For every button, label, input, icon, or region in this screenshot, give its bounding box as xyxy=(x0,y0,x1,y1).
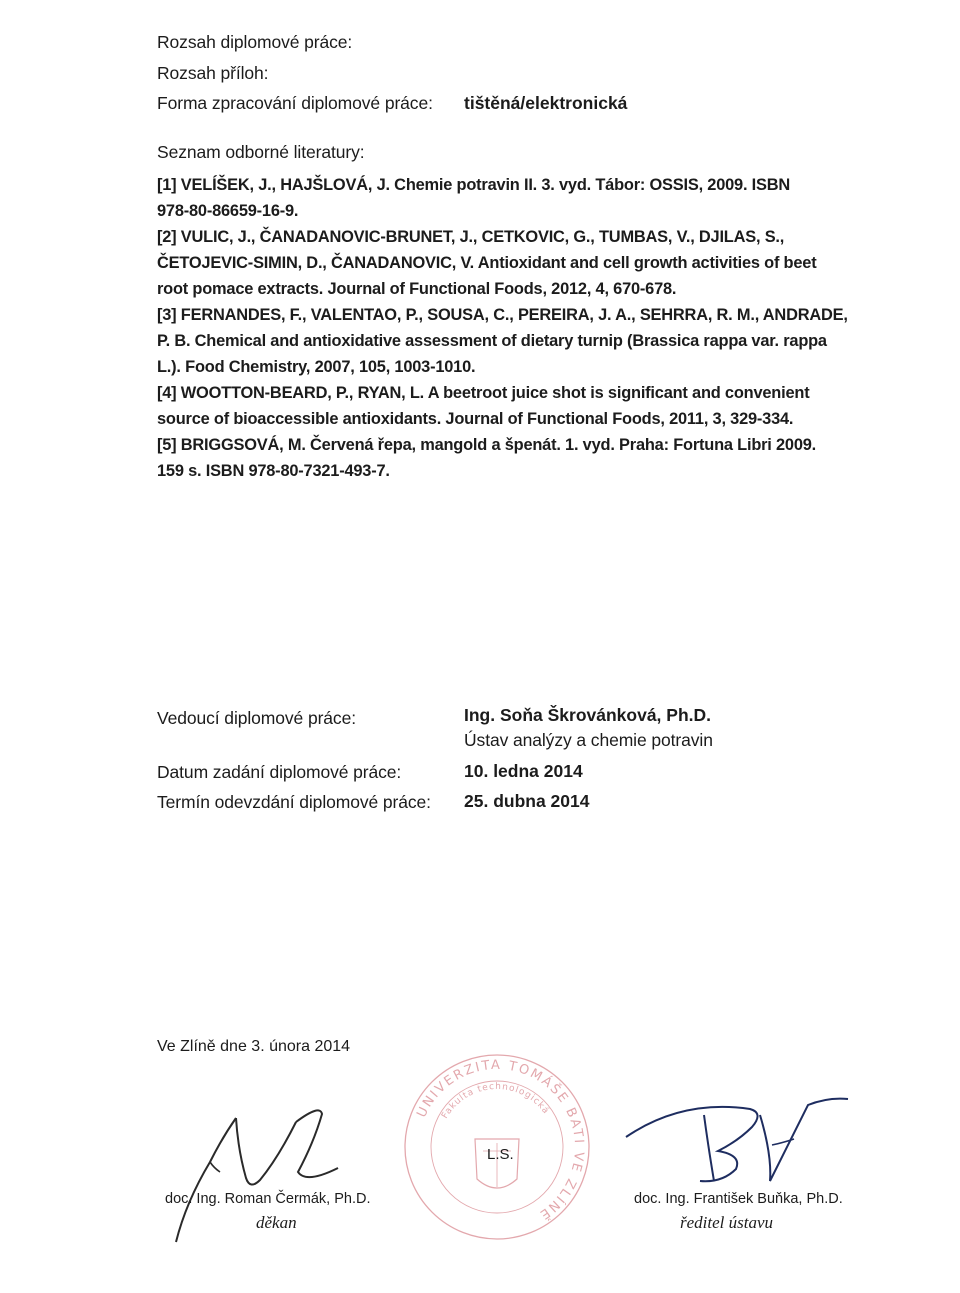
director-name: doc. Ing. František Buňka, Ph.D. xyxy=(634,1191,843,1207)
supervisor-name: Ing. Soňa Škrovánková, Ph.D. xyxy=(464,705,712,725)
deadline-label: Termín odevzdání diplomové práce: xyxy=(157,792,431,812)
seal-ls: L.S. xyxy=(487,1146,514,1163)
literature-line: root pomace extracts. Journal of Functional Foods, 2012, 4, 670-678. xyxy=(157,280,677,298)
literature-line: [2] VULIC, J., ČANADANOVIC-BRUNET, J., CETKOVIC, G., TUMBAS, V., DJILAS, S., xyxy=(157,228,785,246)
dean-title: děkan xyxy=(256,1213,297,1232)
literature-line: 978-80-86659-16-9. xyxy=(157,202,299,220)
assign-date-value: 10. ledna 2014 xyxy=(464,761,583,781)
literature-line: [1] VELÍŠEK, J., HAJŠLOVÁ, J. Chemie potravin II. 3. vyd. Tábor: OSSIS, 2009. ISBN xyxy=(157,176,791,194)
supervisor-label: Vedoucí diplomové práce: xyxy=(157,708,356,728)
form-label: Forma zpracování diplomové práce: xyxy=(157,93,433,113)
place-date: Ve Zlíně dne 3. února 2014 xyxy=(157,1038,351,1055)
literature-heading: Seznam odborné literatury: xyxy=(157,142,365,162)
seal-inner-text: Fakulta technologická xyxy=(440,1081,551,1121)
scope-label: Rozsah diplomové práce: xyxy=(157,32,353,52)
literature-line: 159 s. ISBN 978-80-7321-493-7. xyxy=(157,462,390,480)
supervisor-institute: Ústav analýzy a chemie potravin xyxy=(464,730,713,750)
dean-name: doc. Ing. Roman Čermák, Ph.D. xyxy=(165,1191,371,1207)
deadline-value: 25. dubna 2014 xyxy=(464,791,590,811)
svg-text:Fakulta technologická xyxy=(440,1082,551,1121)
literature-line: [5] BRIGGSOVÁ, M. Červená řepa, mangold a špenát. 1. vyd. Praha: Fortuna Libri 2009. xyxy=(157,436,817,454)
assign-date-label: Datum zadání diplomové práce: xyxy=(157,762,402,782)
appendix-label: Rozsah příloh: xyxy=(157,63,269,83)
literature-line: ČETOJEVIC-SIMIN, D., ČANADANOVIC, V. Antioxidant and cell growth activities of beet xyxy=(157,254,817,272)
literature-line: source of bioaccessible antioxidants. Journal of Functional Foods, 2011, 3, 329-334. xyxy=(157,410,794,428)
director-title: ředitel ústavu xyxy=(680,1213,774,1232)
seal-ring-text: UNIVERZITA TOMÁŠE BATI VE ZLÍNĚ xyxy=(414,1057,587,1223)
form-value: tištěná/elektronická xyxy=(464,93,628,113)
dean-signature xyxy=(150,1092,350,1252)
literature-line: [4] WOOTTON-BEARD, P., RYAN, L. A beetroot juice shot is significant and convenient xyxy=(157,384,810,402)
literature-line: L.). Food Chemistry, 2007, 105, 1003-1010. xyxy=(157,358,476,376)
literature-line: [3] FERNANDES, F., VALENTAO, P., SOUSA, C., PEREIRA, J. A., SEHRRA, R. M., ANDRADE, xyxy=(157,306,848,324)
literature-line: P. B. Chemical and antioxidative assessment of dietary turnip (Brassica rappa var. rappa xyxy=(157,332,827,350)
director-signature xyxy=(612,1085,862,1195)
